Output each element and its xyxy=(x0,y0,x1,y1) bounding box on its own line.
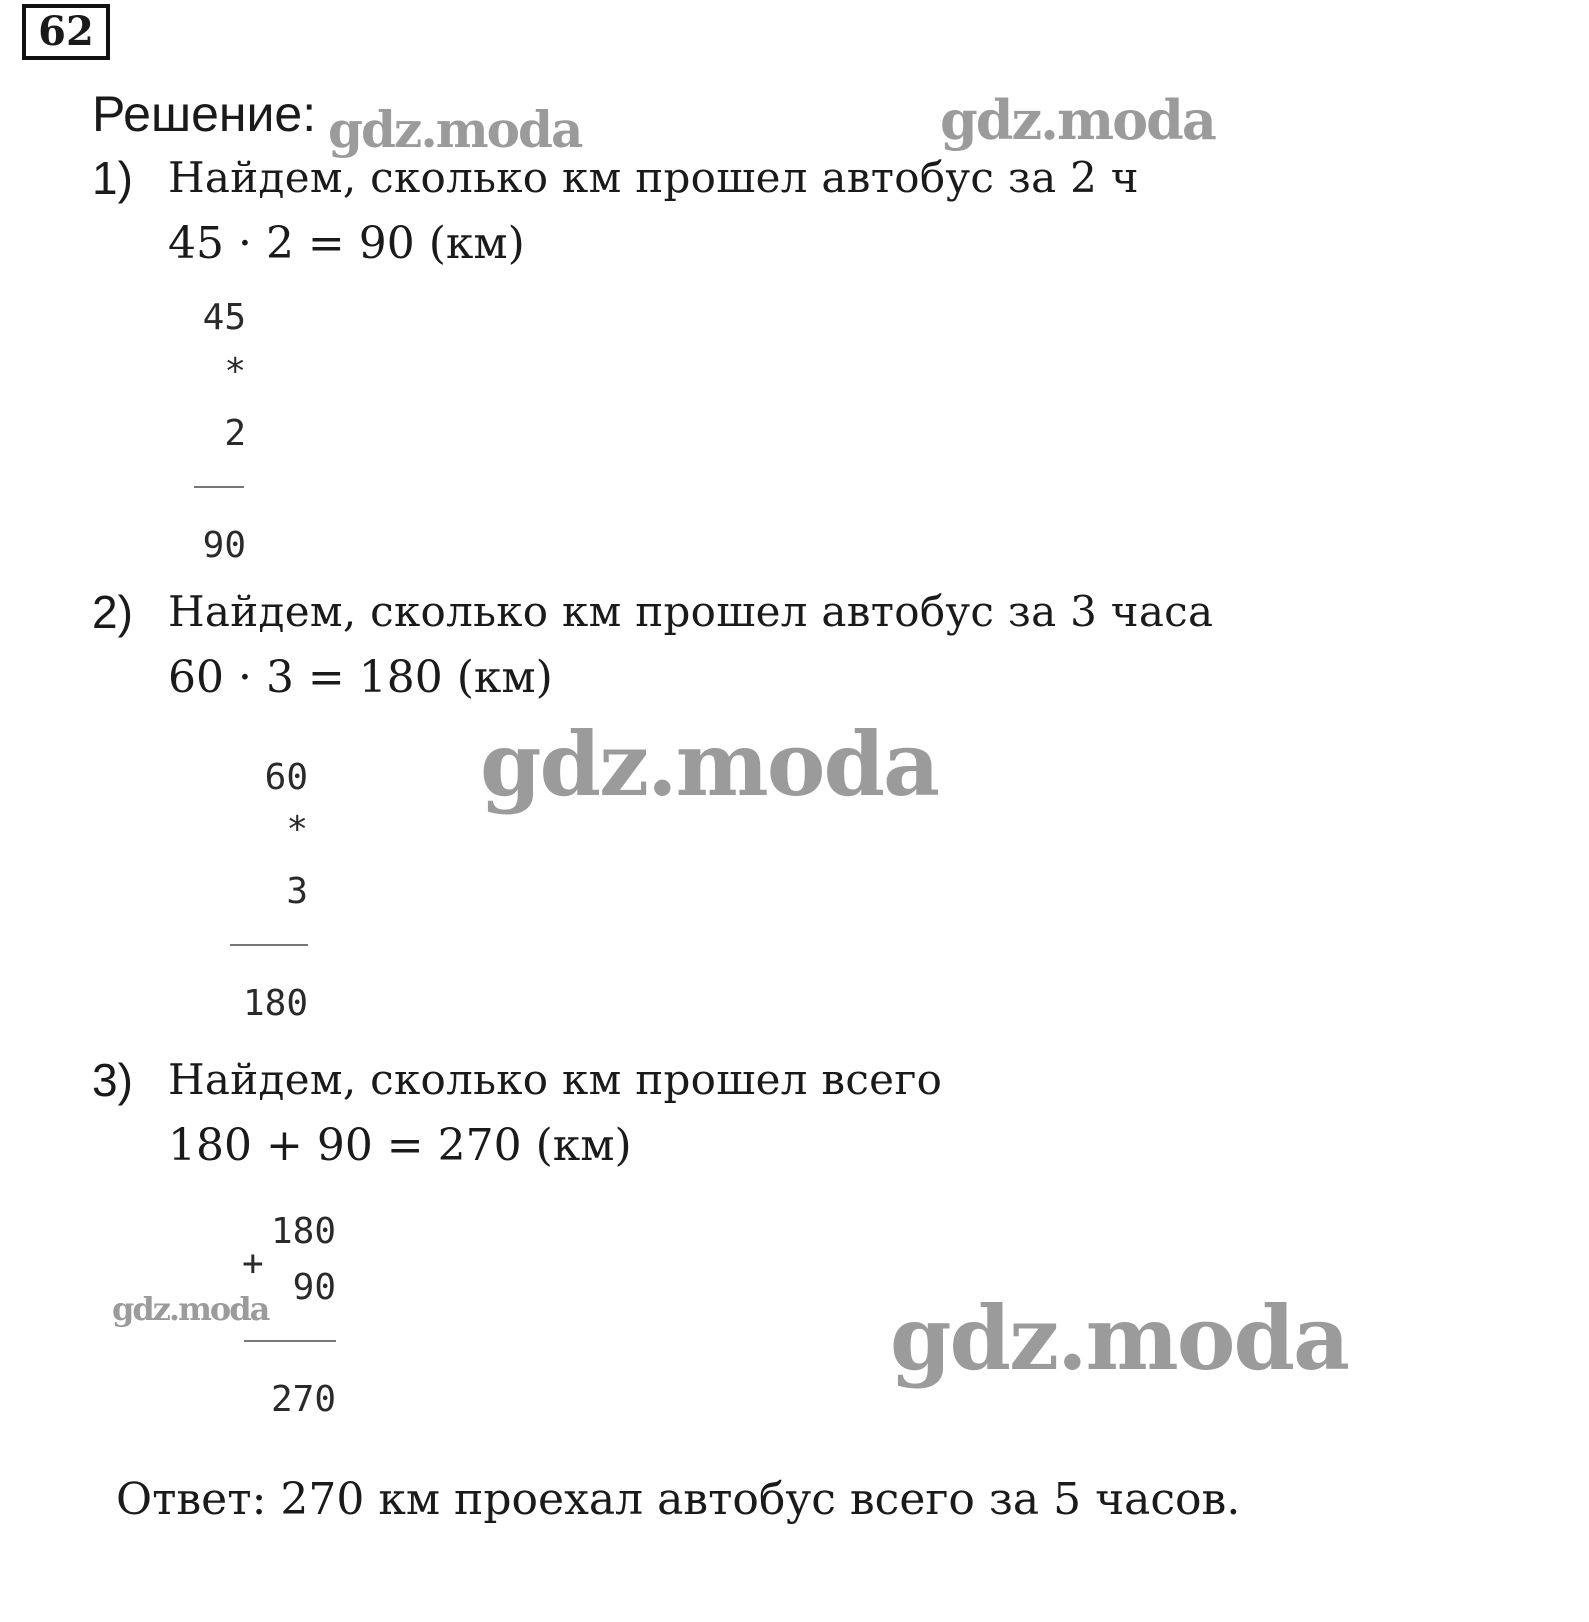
step-2-column-op: * xyxy=(286,809,308,850)
step-3-column-result: 270 xyxy=(270,1379,336,1420)
step-1-column-result: 90 xyxy=(202,525,246,566)
step-1-equation: 45 · 2 = 90 (км) xyxy=(168,218,525,269)
step-3-number: 3) xyxy=(92,1054,133,1106)
step-1-column-rule xyxy=(194,486,244,488)
watermark: gdz.moda xyxy=(940,88,1215,152)
task-number: 62 xyxy=(22,4,110,60)
answer-text: Ответ: 270 км проехал автобус всего за 5 часов. xyxy=(116,1474,1241,1525)
step-1-column-a: 45 xyxy=(202,297,246,338)
watermark: gdz.moda xyxy=(112,1290,269,1328)
step-1-number: 1) xyxy=(92,152,133,204)
step-2-column-result: 180 xyxy=(242,983,308,1024)
step-2-column-rule xyxy=(230,944,308,946)
step-1-text: Найдем, сколько км прошел автобус за 2 ч xyxy=(168,153,1139,202)
step-3-column-rule xyxy=(244,1340,336,1342)
step-3-column-b: 90 xyxy=(292,1267,336,1308)
watermark: gdz.moda xyxy=(890,1286,1349,1390)
watermark: gdz.moda xyxy=(480,712,939,816)
step-2-number: 2) xyxy=(92,586,133,638)
watermark: gdz.moda xyxy=(328,100,582,159)
step-3-text: Найдем, сколько км прошел всего xyxy=(168,1055,943,1104)
step-1-column-op: * xyxy=(224,351,246,392)
step-1-column-b: 2 xyxy=(224,413,246,454)
step-3-column-a: 180 xyxy=(270,1211,336,1252)
step-2-text: Найдем, сколько км прошел автобус за 3 часа xyxy=(168,587,1214,636)
step-3-column-op: + xyxy=(242,1243,264,1284)
step-2-column-a: 60 xyxy=(264,757,308,798)
step-3-equation: 180 + 90 = 270 (км) xyxy=(168,1120,632,1171)
solution-heading: Решение: xyxy=(92,86,317,142)
step-2-equation: 60 · 3 = 180 (км) xyxy=(168,652,553,703)
step-2-column-b: 3 xyxy=(286,871,308,912)
